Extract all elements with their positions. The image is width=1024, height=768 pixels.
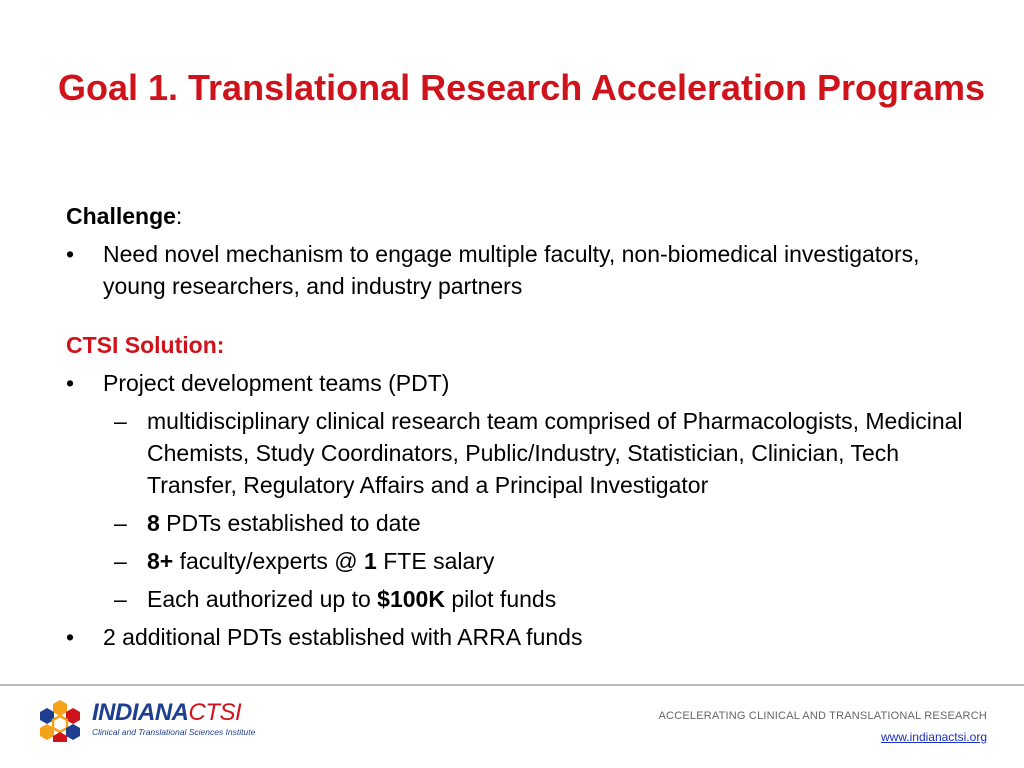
funds-text-tail: pilot funds: [444, 586, 557, 612]
solution-bullet-arra: [66, 621, 986, 653]
sub-bullet-funds: [66, 583, 986, 615]
funds-amount: $100K: [377, 586, 445, 612]
pdt-count: 8: [147, 510, 160, 536]
sub-bullet-faculty: [66, 545, 986, 577]
footer-divider: [0, 684, 1024, 686]
website-link[interactable]: www.indianactsi.org: [880, 730, 987, 744]
sub-bullet-team: [66, 405, 986, 501]
hexagon-cluster-icon: [38, 698, 82, 742]
bullet-marker: •: [66, 241, 75, 267]
indiana-ctsi-logo: [38, 698, 298, 744]
challenge-bullet-text: Need novel mechanism to engage multiple faculty, non-biomedical investigators, young researchers, and industry partners: [103, 241, 920, 299]
dash-marker: –: [114, 548, 127, 574]
pdt-count-text: PDTs established to date: [159, 510, 421, 536]
sub-bullet-pdt-count: [66, 507, 986, 539]
solution-heading: CTSI Solution:: [66, 332, 225, 358]
solution-bullet-arra-text: 2 additional PDTs established with ARRA funds: [103, 624, 583, 650]
sub-bullet-team-text: multidisciplinary clinical research team comprised of Pharmacologists, Medicinal Chemists, Study Coordinators, Public/Industry, Statistician, Clinician, Tech Transfer, Regulatory Affairs and a Principal Investigator: [147, 408, 963, 498]
fte-text: FTE salary: [376, 548, 495, 574]
challenge-colon: :: [175, 203, 183, 229]
challenge-heading: [66, 200, 986, 232]
logo-wordmark: [92, 700, 255, 738]
fte-count: 1: [364, 548, 377, 574]
solution-bullet-pdt: [66, 367, 986, 399]
funds-text-lead: Each authorized up to: [147, 586, 378, 612]
faculty-text: faculty/experts @: [173, 548, 365, 574]
solution-bullet-pdt-text: Project development teams (PDT): [103, 370, 450, 396]
footer-tagline: ACCELERATING CLINICAL AND TRANSLATIONAL RESEARCH: [658, 710, 987, 722]
dash-marker: –: [114, 510, 127, 536]
bullet-marker: •: [66, 370, 75, 396]
logo-subtitle: Clinical and Translational Sciences Institute: [92, 727, 256, 737]
faculty-count: 8+: [147, 548, 174, 574]
slide-title: Goal 1. Translational Research Acceleration Programs: [58, 67, 986, 108]
challenge-label: Challenge: [66, 203, 176, 229]
logo-ctsi: CTSI: [188, 699, 242, 726]
dash-marker: –: [114, 408, 127, 434]
dash-marker: –: [114, 586, 127, 612]
logo-name: [92, 700, 255, 726]
bullet-marker: •: [66, 624, 75, 650]
challenge-bullet: [66, 238, 986, 302]
logo-indiana: INDIANA: [92, 699, 189, 726]
slide-body: [66, 200, 986, 653]
